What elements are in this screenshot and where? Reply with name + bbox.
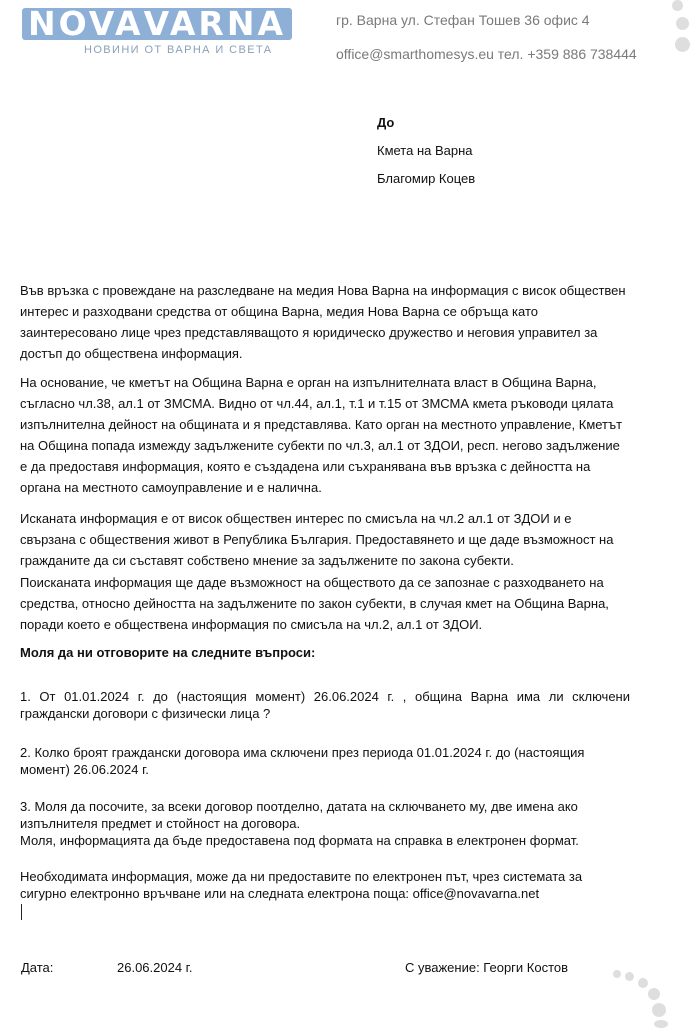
paragraph-intro: Във връзка с провеждане на разследване на медия Нова Варна на информация с висок обществен интерес и разходвани средства от община Варна, медия Нова Варна се обръща като заинтересовано лице чрез представляващото я юридическо дружество и неговия управител за достъп до обществена информация. — [20, 283, 626, 361]
dot-icon — [638, 978, 648, 988]
dot-icon — [672, 0, 683, 11]
paragraph-purpose: Поисканата информация ще даде възможност на обществото да се запознае с разходването на средства, относно дейността на задължените по закон субекти, в случая кмет на Община Варна, поради което е обществена информация по смисъла на чл.2, ал.1 от ЗДОИ. — [20, 575, 609, 632]
logo-tagline: НОВИНИ ОТ ВАРНА И СВЕТА — [84, 44, 273, 56]
date-label: Дата: — [21, 960, 54, 975]
paragraph-legal-basis: На основание, че кметът на Община Варна е орган на изпълнителната власт в Община Варна, съгласно чл.38, ал.1 от ЗМСМА. Видно от чл.44, ал.1, т.1 и т.15 от ЗМСМА кмета ръководи цялата изпълнителна дейност на общината и я представлява. Като орган на местното управление, Кметът на Община попада измежду задължените субекти по чл.3, ал.1 от ЗДОИ, респ. негово задължение е да предоставя информация, която е създадена или съхранявана във връзка с дейността на органа на местното самоуправление и е налична. — [20, 375, 623, 495]
dot-icon — [652, 1003, 666, 1017]
recipient-name: Благомир Коцев — [377, 171, 476, 186]
question-2: 2. Колко броят граждански договора има сключени през периода 01.01.2024 г. до (настоящия момент) 26.06.2024 г. — [20, 745, 585, 777]
novavarna-logo — [22, 4, 292, 56]
date-value: 26.06.2024 г. — [117, 960, 193, 975]
dot-icon — [675, 37, 690, 52]
recipient-label: До — [377, 115, 395, 130]
dot-icon — [613, 970, 621, 978]
delivery-line-1: Необходимата информация, може да ни предоставите по електронен път, чрез системата за — [20, 869, 583, 884]
question-3: 3. Моля да посочите, за всеки договор поотделно, датата на сключването му, две имена ако изпълнителя предмет и стойност на договора. — [20, 799, 578, 831]
dot-icon — [648, 988, 660, 1000]
logo-wordmark — [22, 4, 292, 43]
paragraph-public-interest: Исканата информация е от висок обществен интерес по смисъла на чл.2 ал.1 от ЗДОИ и е свързана с обществения живот в Република България. Предоставянето и ще даде възможност на гражданите да си съставят собствено мнение за задължените по закона субекти. — [20, 511, 614, 568]
text-cursor[interactable] — [21, 904, 22, 920]
delivery-line-2: сигурно електронно връчване или на следната електрона поща: office@novavarna.net — [20, 886, 540, 901]
questions-heading: Моля да ни отговорите на следните въпроси: — [20, 645, 316, 660]
logo-wordmark-part1: NOVA — [27, 4, 144, 43]
header-contact: office@smarthomesys.eu тел. +359 886 738444 — [336, 46, 637, 62]
dot-icon — [625, 972, 634, 981]
dot-icon — [676, 17, 689, 30]
question-1: 1. От 01.01.2024 г. до (настоящия момент) 26.06.2024 г. , община Варна има ли сключени граждански договори с физически лица ? — [20, 689, 630, 721]
signature: С уважение: Георги Костов — [405, 960, 569, 975]
logo-wordmark-part2: VARNA — [143, 4, 287, 43]
recipient-title: Кмета на Варна — [377, 143, 473, 158]
dot-icon — [654, 1020, 668, 1028]
header-address: гр. Варна ул. Стефан Тошев 36 офис 4 — [336, 12, 590, 28]
format-request: Моля, информацията да бъде предоставена под формата на справка в електронен формат. — [20, 833, 579, 848]
